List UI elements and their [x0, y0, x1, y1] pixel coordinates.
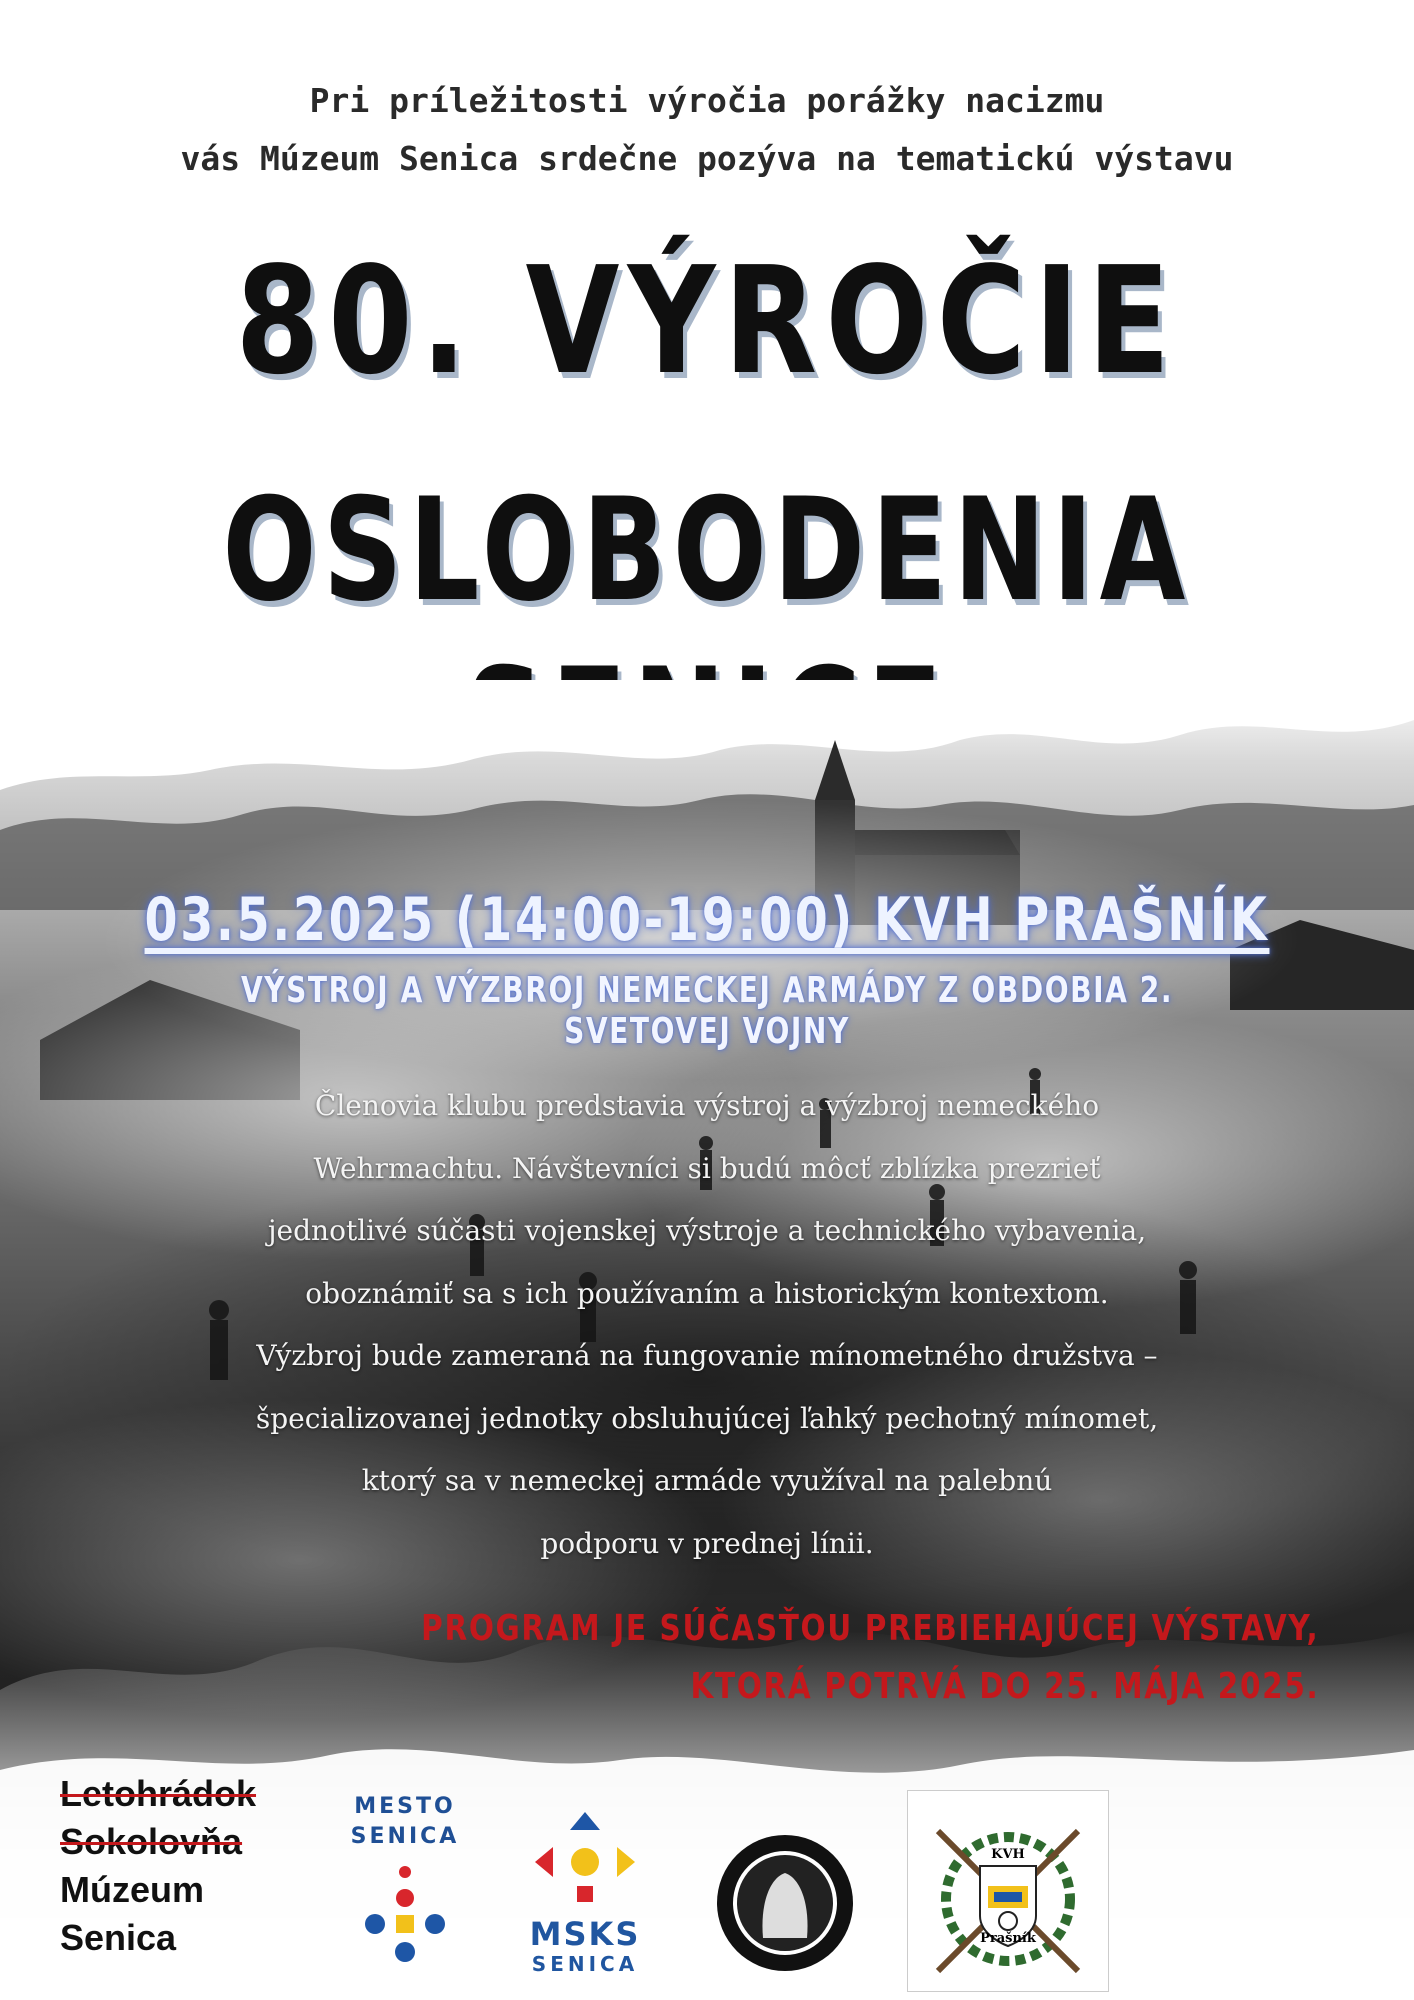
description-line: ktorý sa v nemeckej armáde využíval na palebnú	[361, 1464, 1053, 1497]
venue-struck-1: Letohrádok	[60, 1773, 257, 1814]
mesto-line-1: MESTO	[354, 1794, 456, 1819]
description-line: podporu v prednej línii.	[540, 1526, 874, 1560]
mesto-line-2: SENICA	[350, 1824, 460, 1849]
intro-line-1: Pri príležitosti výročia porážky nacizmu	[309, 81, 1105, 120]
msks-name: MSKS	[529, 1915, 641, 1953]
event-date-time-place: 03.5.2025 (14:00-19:00) KVH PRAŠNÍK	[144, 885, 1270, 955]
program-line-2: KTORÁ POTRVÁ DO 25. MÁJA 2025.	[690, 1666, 1319, 1707]
kvh-label-top: KVH	[991, 1847, 1025, 1862]
kvh-label-bottom: Prašník	[980, 1931, 1036, 1946]
kvh-crest-icon	[908, 1791, 1108, 1991]
main-title-line-1: 80. VÝROČIE	[235, 235, 1179, 407]
msks-diamond-icon	[535, 1812, 635, 1912]
description-line: špecializovanej jednotky obsluhujúcej ľahký pechotný mínomet,	[255, 1401, 1159, 1435]
venue-struck-2: Sokolovňa	[60, 1821, 243, 1862]
museum-logo	[60, 1770, 256, 1962]
description-line: Výzbroj bude zameraná na fungovanie mínometného družstva –	[256, 1339, 1158, 1372]
description-line: jednotlivé súčasti vojenskej výstroje a technického vybavenia,	[267, 1214, 1147, 1247]
mesto-senica-logo	[350, 1792, 460, 1979]
event-subtitle: VÝSTROJ A VÝZBROJ NEMECKEJ ARMÁDY Z OBDOBIA 2. SVETOVEJ VOJNY	[240, 970, 1174, 1052]
main-title-line-2: OSLOBODENIA	[222, 468, 1192, 633]
venue-name-1: Múzeum	[60, 1869, 204, 1910]
description-line: Wehrmachtu. Návštevníci si budú môcť zblízka prezrieť	[313, 1151, 1101, 1185]
program-line-1: PROGRAM JE SÚČASŤOU PREBIEHAJÚCEJ VÝSTAVY,	[420, 1608, 1319, 1649]
city-dots-icon	[360, 1860, 450, 1970]
msks-senica-logo	[520, 1812, 650, 1976]
description-line: oboznámiť sa s ich používaním a historickým kontextom.	[305, 1276, 1109, 1310]
history-club-seal-icon	[715, 1833, 855, 1973]
msks-city: SENICA	[531, 1952, 639, 1976]
event-description	[60, 1075, 1354, 1575]
venue-name-2: Senica	[60, 1917, 177, 1958]
description-line: Členovia klubu predstavia výstroj a výzbroj nemeckého	[314, 1089, 1100, 1122]
footer-logos	[0, 1750, 1414, 2000]
intro-text	[0, 72, 1414, 188]
program-note	[421, 1600, 1319, 1716]
kvh-prasnik-logo	[907, 1790, 1109, 1992]
intro-line-2: vás Múzeum Senica srdečne pozýva na tematickú výstavu	[180, 139, 1234, 178]
